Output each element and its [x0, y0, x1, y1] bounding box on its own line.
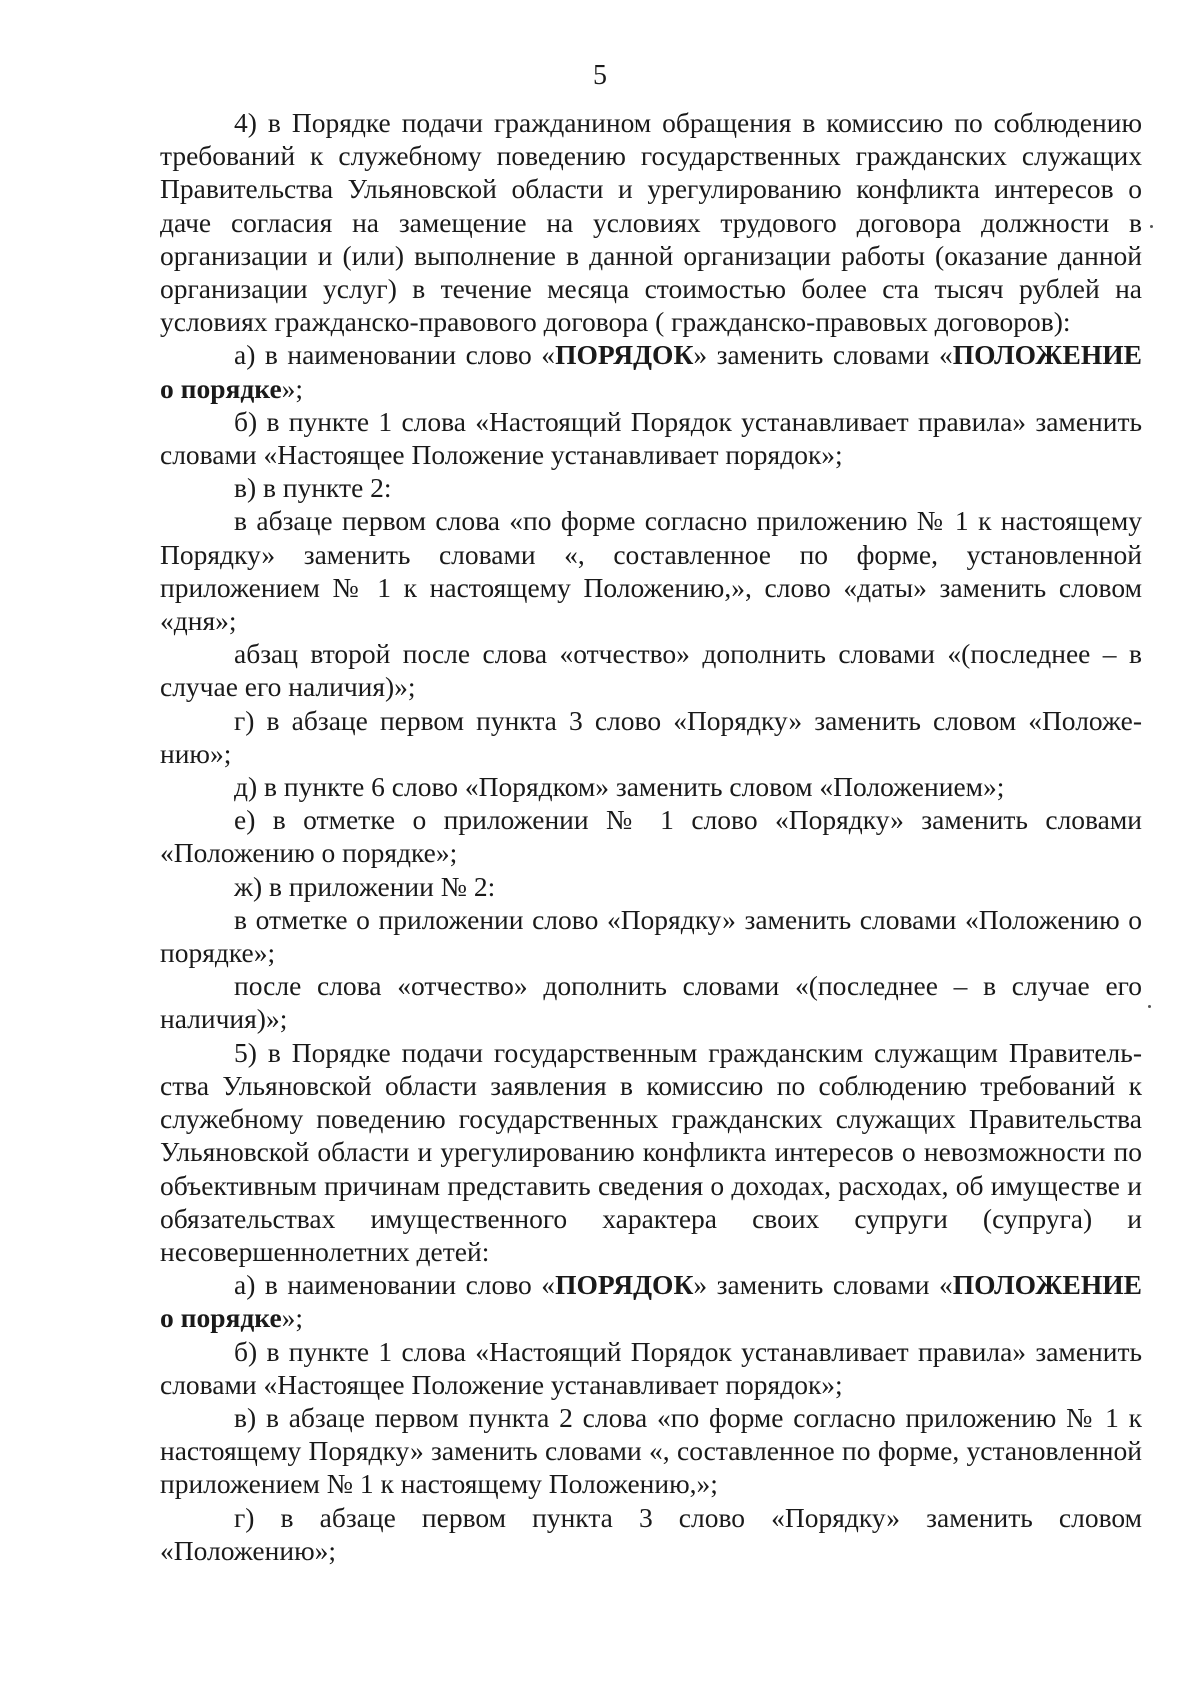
paragraph — [160, 1268, 1142, 1334]
paragraph-text: в) в абзаце первом пункта 2 слова «по форме согласно приложению № 1 к настоящему Порядку» заменить словами «, составленное по форме, установленной приложением № 1 к настоящему Положению,»; — [160, 1401, 1142, 1500]
bold-text: ПОЛОЖЕНИЕ о порядке — [160, 339, 1142, 404]
paragraph — [160, 1335, 1142, 1401]
paragraph-text: абзац второй после слова «отчество» дополнить словами «(последнее – в случае его наличия)»; — [160, 638, 1142, 703]
paragraph — [160, 106, 1142, 338]
paragraph-text: 5) в Порядке подачи государственным гражданским служащим Правительства Ульяновской области заявления в комиссию по соблюдению требований к служебному поведению государственных гражданских служащих Правительства Ульяновской области и урегулированию конфликта интересов о невозможности по объективным причинам представить сведения о доходах, расходах, об имуществе и обязательствах имущественного характера своих супруги (супруга) и несовершеннолетних детей: — [160, 1036, 1142, 1267]
paragraph-text: б) в пункте 1 слова «Настоящий Порядок устанавливает правила» заменить словами «Настоящее Положение устанавливает порядок»; — [160, 1335, 1142, 1400]
paragraph — [160, 969, 1142, 1035]
scan-speck — [1148, 1005, 1151, 1008]
document-body — [160, 106, 1142, 1567]
paragraph-text: а) в наименовании слово « — [234, 339, 556, 371]
paragraph-text: д) в пункте 6 слово «Порядком» заменить словом «Положением»; — [234, 771, 1005, 803]
paragraph-text: в) в пункте 2: — [234, 472, 392, 504]
paragraph — [160, 903, 1142, 969]
paragraph-text: » заменить словами « — [693, 339, 953, 371]
paragraph-text: »; — [281, 1302, 304, 1334]
paragraph-text: »; — [281, 372, 304, 404]
paragraph — [160, 1501, 1142, 1567]
paragraph-text: г) в абзаце первом пункта 3 слово «Порядку» заменить словом «Положению»; — [160, 704, 1142, 769]
bold-text: ПОРЯДОК — [555, 339, 694, 371]
paragraph-text: ж) в приложении № 2: — [234, 870, 496, 902]
paragraph-text: г) в абзаце первом пункта 3 слово «Порядку» заменить словом «Положению»; — [160, 1501, 1142, 1566]
paragraph-text: в отметке о приложении слово «Порядку» заменить словами «Положению о порядке»; — [160, 903, 1142, 969]
paragraph — [160, 870, 1142, 903]
paragraph-text: б) в пункте 1 слова «Настоящий Порядок устанавливает правила» заменить словами «Настоящее Положение устанавливает порядок»; — [160, 405, 1142, 471]
paragraph-text: е) в отметке о приложении № 1 слово «Порядку» заменить словами «Положению о порядке»; — [160, 804, 1142, 869]
paragraph-text: в абзаце первом слова «по форме согласно приложению № 1 к настоящему Порядку» заменить словами «, составленное по форме, установленной приложением № 1 к настоящему Положению,», слово «даты» заменить словом «дня»; — [160, 505, 1142, 637]
paragraph — [160, 405, 1142, 471]
paragraph — [160, 338, 1142, 404]
bold-text: ПОЛОЖЕНИЕ о порядке — [160, 1269, 1142, 1334]
bold-text: ПОРЯДОК — [555, 1269, 694, 1301]
page-number: 5 — [593, 60, 607, 91]
paragraph-text: а) в наименовании слово « — [234, 1269, 556, 1301]
paragraph — [160, 1401, 1142, 1501]
paragraph — [160, 471, 1142, 504]
paragraph — [160, 704, 1142, 770]
paragraph — [160, 1036, 1142, 1268]
paragraph-text: » заменить словами « — [693, 1269, 953, 1301]
scan-speck — [1150, 225, 1153, 228]
paragraph — [160, 770, 1142, 803]
paragraph — [160, 504, 1142, 637]
paragraph — [160, 637, 1142, 703]
paragraph — [160, 803, 1142, 869]
paragraph-text: 4) в Порядке подачи гражданином обращения в комиссию по соблюдению требований к служебному поведению государственных гражданских служащих Правительства Ульяновской области и урегулированию конфликта интересов о даче согласия на замещение на условиях трудового договора должности в организации и (или) выполнение в данной организации работы (оказание данной организации услуг) в течение месяца стоимостью более ста тысяч рублей на условиях гражданско-правового договора ( гражданско-правовых договоров): — [160, 107, 1142, 338]
paragraph-text: после слова «отчество» дополнить словами «(последнее – в случае его наличия)»; — [160, 970, 1142, 1035]
